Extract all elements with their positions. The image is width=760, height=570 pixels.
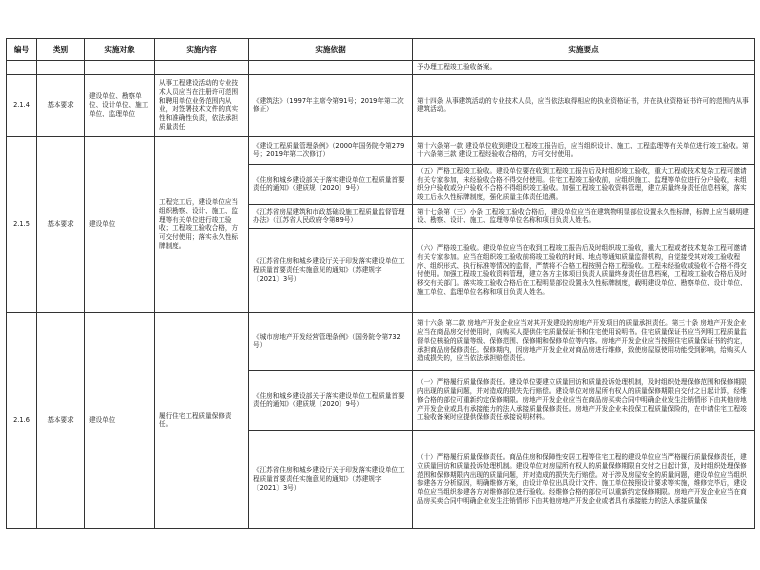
header-number: 编号 bbox=[7, 39, 37, 61]
header-basis: 实施依据 bbox=[249, 39, 413, 61]
row-points: 第十四条 从事建筑活动的专业技术人员，应当依法取得相应的执业资格证书，并在执业资格证书许可的范围内从事建筑活动。 bbox=[413, 74, 755, 136]
row-points: 第十六条 第二款 房地产开发企业应当对其开发建设的房地产开发项目的质量承担责任。第三十条 房地产开发企业应当在商品房交付使用时，向购买人提供住宅质量保证书和住宅使用说明书。住宅质量保证书应当列明工程质量监督单位核验的质量等级、保修范围、保修期和保修单位等内容。房地产开发企业应当按照住宅质量保证书的约定，承担商品房保修责任。保修期内，因房地产开发企业对商品房进行维修，致使房屋原使用功能受到影响，给购买人造成损失的，应当依法承担赔偿责任。 bbox=[413, 312, 755, 370]
row-number: 2.1.4 bbox=[7, 74, 37, 136]
row-points: （十）严格履行质量保修责任。商品住房和保障性安居工程等住宅工程的建设单位应当严格履行质量保修责任，建立质量回访和质量投诉处理机制。建设单位对房屋所有权人的质量保修期限自交付之日起计算，及时组织处理保修范围和保修期限内出现的质量问题，并对造成的损失先行赔偿。对于涉及房屋安全的质量问题，建设单位应当组织参建各方分析原因，明确维修方案，由设计单位出具设计文件、施工单位按照设计要求等实施，维修完毕后，建设单位应当组织参建各方对维修部位进行验收。经维修合格的部位可以重新约定保修期限。房地产开发企业应当在商品房买卖合同中明确企业发生注销情形下由其他房地产开发企业或者具有承接能力的法人承接质量保 bbox=[413, 430, 755, 528]
regulation-table bbox=[6, 38, 755, 529]
row-basis: 《住房和城乡建设部关于落实建设单位工程质量首要责任的通知》（建质规〔2020〕9号） bbox=[249, 370, 413, 430]
row-basis: 《城市房地产开发经营管理条例》（国务院令第732号） bbox=[249, 312, 413, 370]
header-points: 实施要点 bbox=[413, 39, 755, 61]
row-target: 建设单位 bbox=[85, 312, 155, 528]
table-row bbox=[7, 74, 755, 136]
row-basis: 《江苏省住房和城乡建设厅关于印发落实建设单位工程质量首要责任实施意见的通知》（苏建规字〔2021〕3号） bbox=[249, 228, 413, 312]
row-number: 2.1.6 bbox=[7, 312, 37, 528]
continuation-text: 予办理工程竣工验收备案。 bbox=[413, 61, 755, 75]
row-category: 基本要求 bbox=[37, 74, 85, 136]
row-category: 基本要求 bbox=[37, 136, 85, 312]
row-basis: 《江苏省房屋建筑和市政基础设施工程质量监督管理办法》（江苏省人民政府令第89号） bbox=[249, 204, 413, 228]
row-content: 从事工程建设活动的专业技术人员应当在注册许可范围和聘用单位业务范围内从业，对签署技术文件的真实性和准确性负责，依法承担质量责任 bbox=[155, 74, 249, 136]
row-points: （一）严格履行质量保修责任。建设单位要建立质量回访和质量投诉处理机制，及时组织处理保修范围和保修期限内出现的质量问题，并对造成的损失先行赔偿。建设单位对房屋所有权人的质量保修期限自交付之日起计算，经维修合格的部位可重新约定保修期限。房地产开发企业应当在商品房买卖合同中明确企业发生注销情形下由其他房地产开发企业或具有承接能力的法人承接质量保修责任。房地产开发企业未投保工程质量保险的，在申请住宅工程竣工验收备案时应提供保修责任承接说明材料。 bbox=[413, 370, 755, 430]
row-category: 基本要求 bbox=[37, 312, 85, 528]
row-basis: 《建筑法》（1997年主席令第91号；2019年第二次修正） bbox=[249, 74, 413, 136]
row-points: 第十六条第一款 建设单位收到建设工程竣工报告后，应当组织设计、施工、工程监理等有关单位进行竣工验收。第十六条第三款 建设工程经验收合格的，方可交付使用。 bbox=[413, 136, 755, 164]
row-basis: 《建设工程质量管理条例》（2000年国务院令第279号；2019年第二次修订） bbox=[249, 136, 413, 164]
table-row bbox=[7, 312, 755, 370]
row-content: 履行住宅工程质量保修责任。 bbox=[155, 312, 249, 528]
header-category: 类别 bbox=[37, 39, 85, 61]
row-target: 建设单位、勘察单位、设计单位、施工单位、监理单位 bbox=[85, 74, 155, 136]
table-row bbox=[7, 136, 755, 164]
header-content: 实施内容 bbox=[155, 39, 249, 61]
row-number: 2.1.5 bbox=[7, 136, 37, 312]
row-basis: 《江苏省住房和城乡建设厅关于印发落实建设单位工程质量首要责任实施意见的通知》（苏建规字〔2021〕3号） bbox=[249, 430, 413, 528]
header-target: 实施对象 bbox=[85, 39, 155, 61]
row-target: 建设单位 bbox=[85, 136, 155, 312]
row-points: （六）严格竣工验收。建设单位应当在收到工程竣工报告后及时组织竣工验收，重大工程或者技术复杂工程可邀请有关专家参加。应当在组织竣工验收前将竣工验收的时间、地点等通知质量监督机构，自觉接受其对竣工验收程序、组织形式、执行标准等情况的监督，严禁将不合格工程按照合格工程验收。工程未经验收或验收不合格不得交付使用。加强工程竣工验收资料管理，建立各方主体项目负责人质量终身责任信息档案，工程竣工验收合格后及时移交有关部门。落实竣工验收合格后在工程明显部位设置永久性标牌制度，载明建设单位、勘察单位、设计单位、施工单位、监理单位名称和项目负责人姓名。 bbox=[413, 228, 755, 312]
row-basis: 《住房和城乡建设部关于落实建设单位工程质量首要责任的通知》（建质规〔2020〕9号） bbox=[249, 164, 413, 204]
table-header-row bbox=[7, 39, 755, 61]
row-points: 第十七条第（三）小条 工程竣工验收合格后，建设单位应当在建筑物明显部位设置永久性标牌，标牌上应当载明建设、勘察、设计、施工、监理等单位名称和项目负责人姓名。 bbox=[413, 204, 755, 228]
row-content: 工程完工后，建设单位应当组织勘察、设计、施工、监理等有关单位进行竣工验收；工程竣工验收合格，方可交付使用；落实永久性标牌制度。 bbox=[155, 136, 249, 312]
row-points: （五）严格工程竣工验收。建设单位要在收到工程竣工报告后及时组织竣工验收，重大工程或技术复杂工程可邀请有关专家参加，未经验收合格不得交付使用。住宅工程竣工验收前，应组织施工、监理等单位进行分户验收，未组织分户验收或分户验收不合格不得组织竣工验收。加强工程竣工验收资料管理，建立质量终身责任信息档案，落实竣工后永久性标牌制度，强化质量主体责任追溯。 bbox=[413, 164, 755, 204]
table-row bbox=[7, 61, 755, 75]
